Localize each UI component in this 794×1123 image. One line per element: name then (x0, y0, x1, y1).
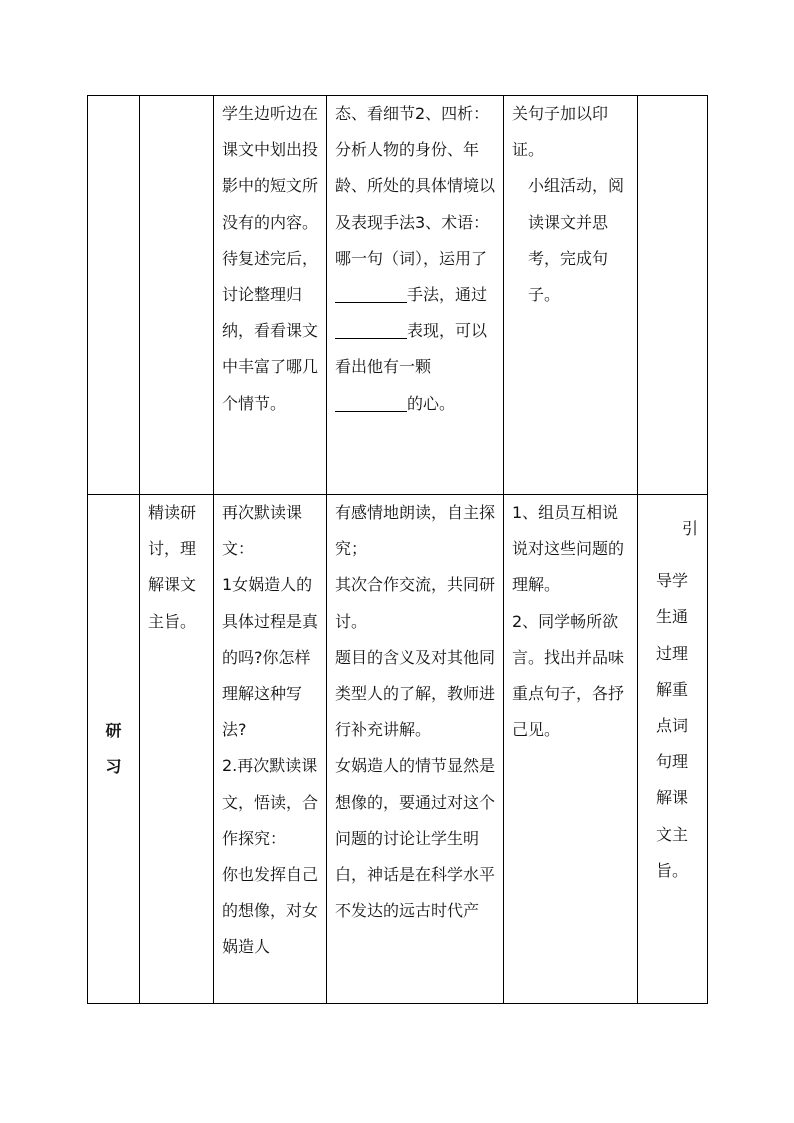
intent-text-first: 引 (682, 519, 699, 538)
activity-cell (327, 96, 504, 495)
goal-text: 精读研讨，理解课文主旨。 (148, 503, 197, 631)
student-text-1: 1、组员互相说说对这些问题的理解。 (512, 503, 625, 595)
teacher-text-1: 再次默读课文： (222, 503, 303, 559)
table-row (88, 96, 708, 495)
teacher-text-3: 2.再次默读课文，悟读，合作探究： (222, 756, 319, 848)
student-cell (504, 96, 638, 495)
intent-cell (638, 495, 708, 1004)
goal-cell (140, 495, 214, 1004)
activity-text: 态、看细节2、四析：分析人物的身份、年龄、所处的具体情境以及表现手法3、术语：哪一句（词），运用了手法，通过表现，可以看出他有一颗的心。 (335, 104, 496, 413)
fill-blank (335, 286, 407, 303)
stage-cell-empty (88, 96, 140, 495)
teacher-cell (214, 96, 327, 495)
student-text-1: 关句子加以印证。 (512, 104, 609, 160)
activity-text-2: 其次合作交流，共同研讨。 (335, 575, 496, 631)
fill-blank (335, 322, 407, 339)
teacher-cell (214, 495, 327, 1004)
teacher-text: 学生边听边在课文中划出投影中的短文所没有的内容。待复述完后，讨论整理归纳，看看课文中丰富了哪几个情节。 (222, 104, 319, 413)
teacher-text-2: 1女娲造人的具体过程是真的吗?你怎样理解这种写法? (222, 575, 319, 740)
stage-cell (88, 495, 140, 1004)
teacher-text-4: 你也发挥自己的想像，对女娲造人 (222, 865, 319, 957)
student-text-2: 2、同学畅所欲言。找出并品味重点句子，各抒己见。 (512, 611, 625, 740)
intent-cell-empty (638, 96, 708, 495)
fill-blank (335, 395, 407, 412)
activity-text-1: 有感情地朗读，自主探究； (335, 503, 496, 559)
student-cell (504, 495, 638, 1004)
stage-label-2: 习 (105, 757, 122, 776)
goal-cell-empty (140, 96, 214, 495)
activity-cell (327, 495, 504, 1004)
activity-text-4: 女娲造人的情节显然是想像的，要通过对这个问题的讨论让学生明白，神话是在科学水平不发达的远古时代产 (335, 756, 496, 921)
lesson-plan-table (87, 95, 708, 1004)
activity-text-3: 题目的含义及对其他同类型人的了解，教师进行补充讲解。 (335, 647, 496, 740)
stage-label-1: 研 (105, 721, 122, 740)
student-text-2: 小组活动，阅读课文并思考，完成句子。 (528, 176, 625, 305)
intent-text: 导学生通过理解重点词句理解课文主旨。 (656, 571, 689, 880)
table-row (88, 495, 708, 1004)
